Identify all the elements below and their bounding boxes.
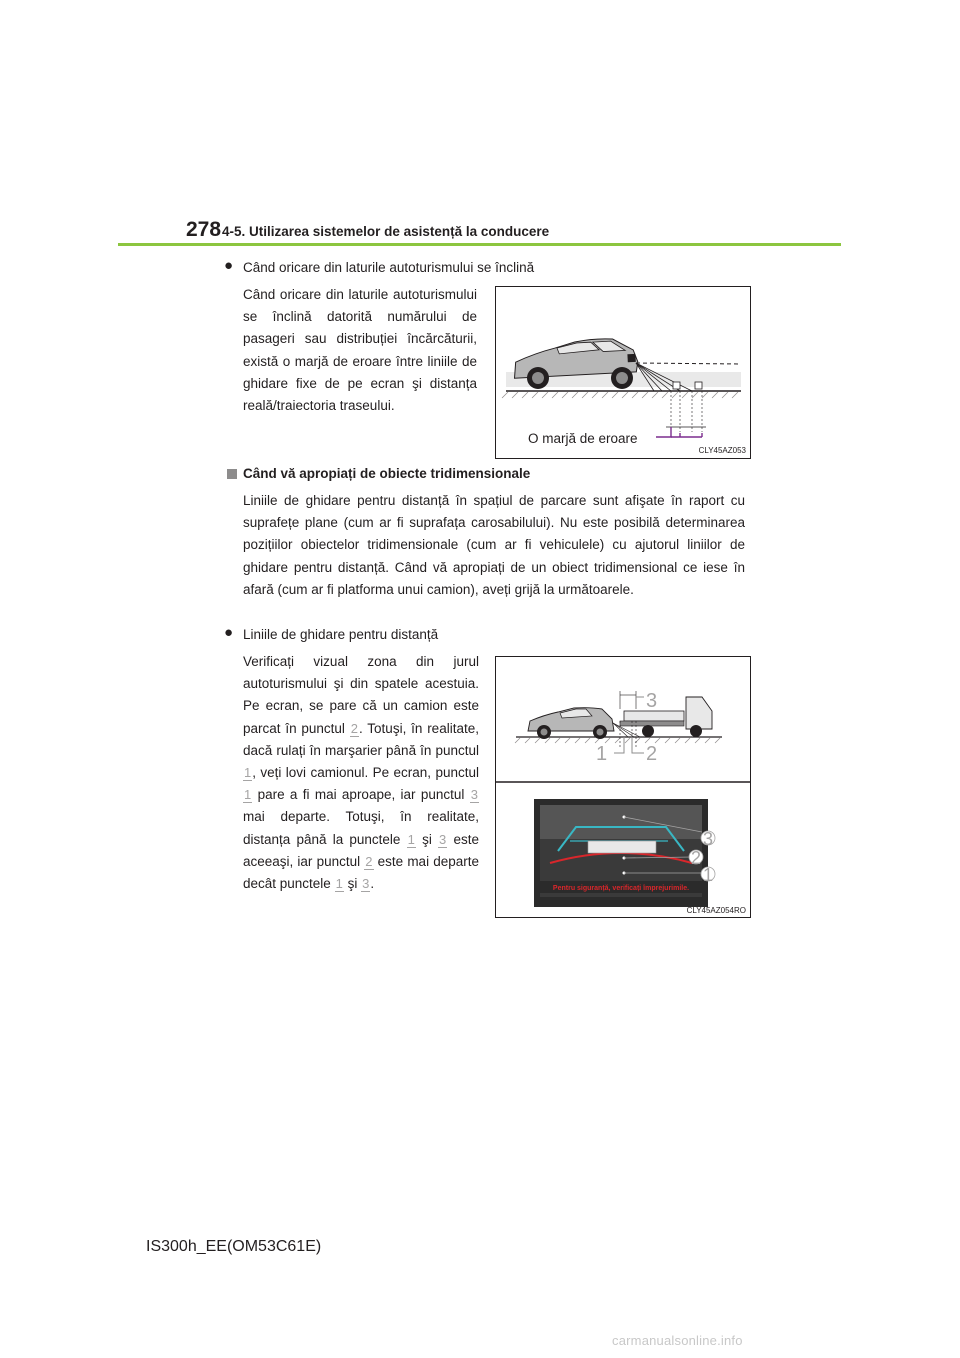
figure-tilt-margin xyxy=(495,286,751,459)
screen-warning: Pentru siguranță, verificați împrejurimile. xyxy=(552,885,690,892)
page-number: 278 xyxy=(186,218,222,241)
chapter-title: 4-5. Utilizarea sistemelor de asistență la conducere xyxy=(222,224,550,239)
callout-1: 1 xyxy=(596,743,608,765)
point-3-marker: 3 xyxy=(439,831,447,847)
point-1-marker: 1 xyxy=(244,765,252,781)
point-3-marker: 3 xyxy=(470,787,478,803)
bullet-icon: ● xyxy=(224,624,234,641)
point-3-marker: 3 xyxy=(362,876,370,892)
figure-code: CLY45AZ054RO xyxy=(686,906,746,915)
bullet-icon: ● xyxy=(224,257,234,274)
callout-2: 2 xyxy=(646,743,658,765)
screen-callout-1: 1 xyxy=(703,865,714,885)
section-heading-3d: Când vă apropiați de obiecte tridimensionale xyxy=(243,466,531,481)
distance-lines-paragraph: Verificați vizual zona din jurul autoturismului şi din spatele acestuia. Pe ecran, se pare că un camion este parcat în punctul 2. Totuşi, în realitate, dacă rulați în marşarier până în punctul 1, veți lovi camionul. Pe ecran, punctul 1 pare a fi mai aproape, iar punctul 3 mai departe. Totuşi, în realitate, distanța până la punctele 1 şi 3 este aceeaşi, iar punctul 2 este mai departe decât punctele 1 şi 3. xyxy=(243,654,479,892)
screen-callout-3: 3 xyxy=(703,829,714,849)
truck-diagram xyxy=(496,657,750,917)
point-2-marker: 2 xyxy=(365,853,373,869)
point-1-marker: 1 xyxy=(335,876,343,892)
screen-callout-2: 2 xyxy=(691,848,702,868)
error-margin-label: O marjă de eroare xyxy=(528,431,638,446)
figure-truck-guidelines xyxy=(495,656,751,918)
point-2-marker: 2 xyxy=(350,720,358,736)
figure-code: CLY45AZ053 xyxy=(698,446,746,455)
callout-3: 3 xyxy=(646,690,658,712)
point-1-marker: 1 xyxy=(244,787,252,803)
section-square-icon xyxy=(227,469,237,479)
watermark: carmanualsonline.info xyxy=(612,1333,743,1348)
3d-objects-paragraph: Liniile de ghidare pentru distanță în spațiul de parcare sunt afişate în raport cu suprafețe plane (cum ar fi suprafața carosabilului). Nu este posibilă determinarea pozițiilor obiectelor tridimensionale (cum ar fi vehiculele) cu ajutorul liniilor de ghidare pentru distanță. Când vă apropiați de un obiect tridimensional ce iese în afară (cum ar fi platforma unui camion), aveți grijă la următoarele. xyxy=(243,493,745,597)
tilt-paragraph: Când oricare din laturile autoturismului se înclină datorită numărului de pasageri sau distribuției încărcăturii, există o marjă de eroare între liniile de ghidare fixe de pe ecran şi distanța reală/traiectoria traseului. xyxy=(243,287,477,414)
bullet-heading-distance: Liniile de ghidare pentru distanță xyxy=(243,627,439,642)
tilted-car-diagram xyxy=(496,287,750,458)
model-code-footer: IS300h_EE(OM53C61E) xyxy=(146,1238,322,1255)
bullet-heading-tilt: Când oricare din laturile autoturismului se înclină xyxy=(243,260,535,275)
header-rule xyxy=(118,243,841,246)
point-1-marker: 1 xyxy=(407,831,415,847)
